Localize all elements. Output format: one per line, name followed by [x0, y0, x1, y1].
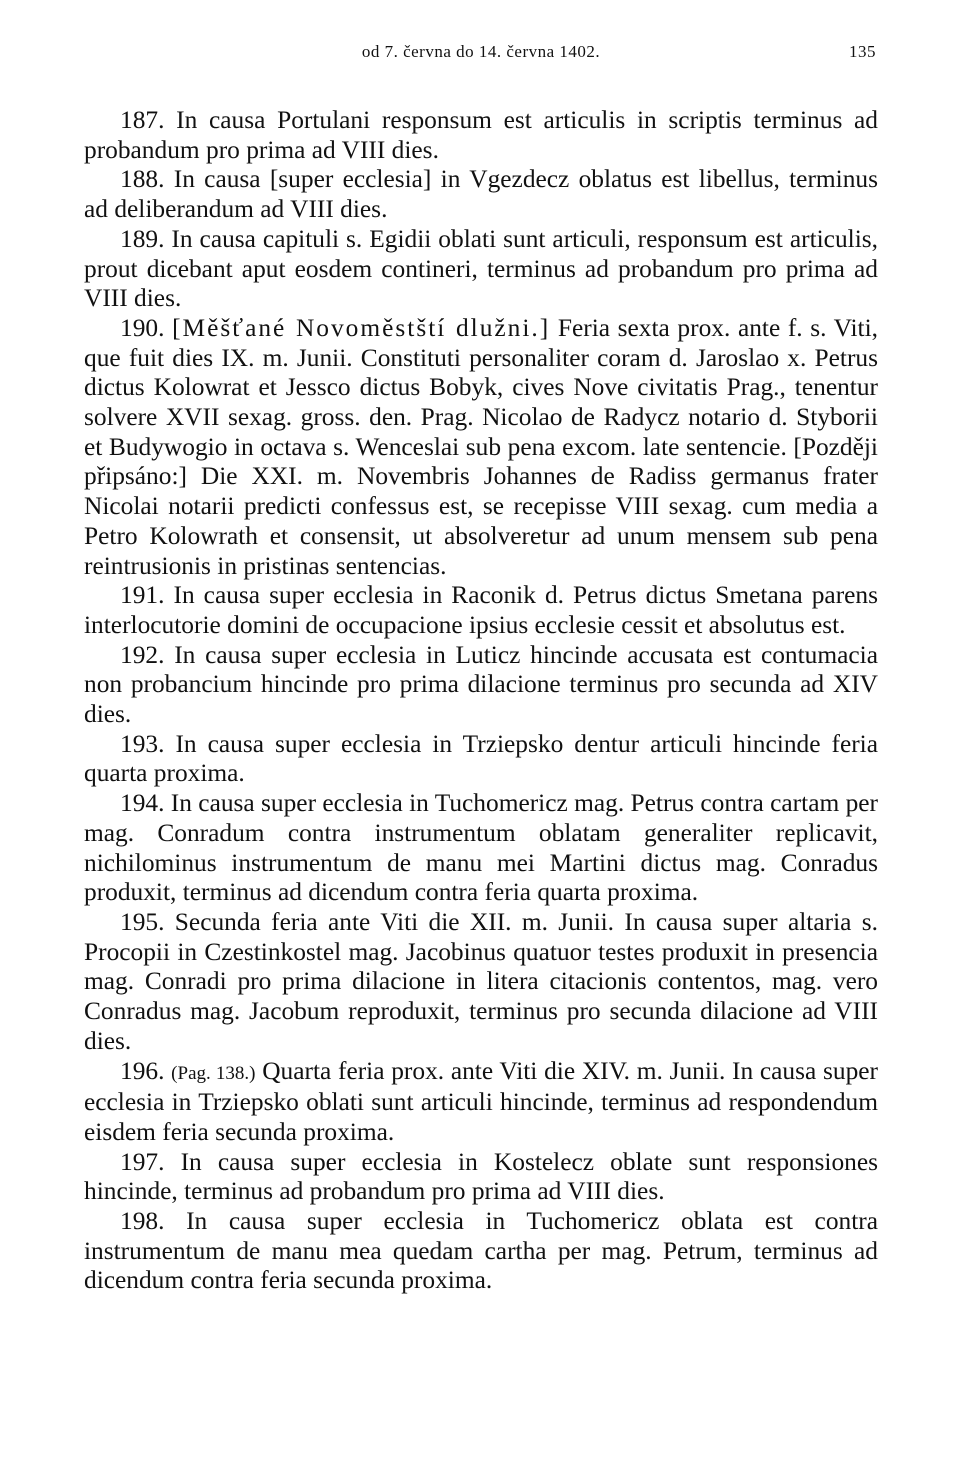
- entry-number: 192.: [120, 640, 165, 669]
- entry-191: [84, 581, 878, 640]
- entry-number: 193.: [120, 729, 165, 758]
- entry-text: Secunda feria ante Viti die XII. m. Junii. In causa super altaria s. Procopii in Czestinkostel mag. Jacobinus quatuor testes produxit in presencia mag. Conradi pro prima dilacione in litera citacionis contentos, mag. vero Conradus mag. Jacobum reproduxit, terminus pro secunda dilacione ad VIII dies.: [84, 907, 878, 1055]
- entry-text: In causa super ecclesia in Luticz hincinde accusata est contumacia non probancium hincinde pro prima dilacione terminus pro secunda ad XIV dies.: [84, 640, 878, 729]
- entry-text: In causa [super ecclesia] in Vgezdecz oblatus est libellus, terminus ad deliberandum ad VIII dies.: [84, 165, 878, 224]
- entry-188: [84, 165, 878, 224]
- running-title: od 7. června do 14. června 1402.: [361, 42, 601, 61]
- entry-text: In causa super ecclesia in Raconik d. Petrus dictus Smetana parens interlocutorie domini de occupacione ipsius ecclesie cessit et absolutus est.: [84, 581, 878, 639]
- entry-number: 195.: [120, 907, 165, 936]
- entry-189: [84, 225, 878, 314]
- entry-number: 194.: [120, 789, 165, 818]
- entry-note: [Měšťané Novoměstští dlužni.]: [172, 313, 551, 342]
- entry-number: 198.: [120, 1207, 165, 1236]
- entry-text: In causa super ecclesia in Kostelecz oblate sunt responsiones hincinde, terminus ad probandum pro prima ad VIII dies.: [84, 1147, 878, 1206]
- entry-number: 190.: [120, 313, 165, 342]
- entry-number: 188.: [120, 165, 165, 194]
- body-text: [84, 106, 878, 1296]
- entry-190: [84, 314, 878, 581]
- running-head: [84, 42, 878, 82]
- entry-text: Quarta feria prox. ante Viti die XIV. m. Junii. In causa super ecclesia in Trziepsko oblati sunt articuli hincinde, terminus ad respondendum eisdem feria secunda proxima.: [84, 1056, 878, 1146]
- entry-text: In causa super ecclesia in Tuchomericz oblata est contra instrumentum de manu mea quedam cartha per mag. Petrum, terminus ad dicendum contra feria secunda proxima.: [84, 1207, 878, 1295]
- entry-text: In causa super ecclesia in Tuchomericz mag. Petrus contra cartam per mag. Conradum contra instrumentum oblatam generaliter replicavit, nichilominus instrumentum de manu mei Martini dictus mag. Conradus produxit, terminus ad dicendum contra feria quarta proxima.: [84, 789, 878, 907]
- entry-194: [84, 789, 878, 908]
- entry-number: 191.: [120, 581, 165, 610]
- entry-187: [84, 106, 878, 165]
- page-number: 135: [849, 42, 876, 61]
- entry-197: [84, 1148, 878, 1207]
- entry-text: In causa capituli s. Egidii oblati sunt articuli, responsum est articulis, prout dicebant aput eosdem contineri, terminus ad probandum pro prima ad VIII dies.: [84, 224, 878, 313]
- document-page: [84, 0, 878, 1296]
- entry-195: [84, 908, 878, 1057]
- entry-text: In causa super ecclesia in Trziepsko dentur articuli hincinde feria quarta proxima.: [84, 729, 878, 788]
- page-reference: (Pag. 138.): [171, 1062, 256, 1084]
- entry-text: In causa Portulani responsum est articulis in scriptis terminus ad probandum pro prima ad VIII dies.: [84, 106, 878, 164]
- entry-198: [84, 1207, 878, 1296]
- entry-192: [84, 641, 878, 730]
- entry-text: Feria sexta prox. ante f. s. Viti, que fuit dies IX. m. Junii. Constituti personaliter coram d. Jaroslao x. Petrus dictus Kolowrat et Jessco dictus Bobyk, cives Nove civitatis Prag., tenentur solvere XVII sexag. gross. den. Prag. Nicolao de Radycz notario d. Styborii et Budywogio in octava s. Wenceslai sub pena excom. late sentencie. [Později připsáno:] Die XXI. m. Novembris Johannes de Radiss germanus frater Nicolai notarii predicti confessus est, se recepisse VIII sexag. cum media a Petro Kolowrath et consensit, ut absolveretur ad unum mensem sub pena reintrusionis in pristinas sentencias.: [84, 313, 878, 580]
- entry-number: 196.: [120, 1056, 165, 1085]
- entry-number: 187.: [120, 106, 165, 134]
- entry-196: [84, 1057, 878, 1148]
- entry-number: 197.: [120, 1147, 165, 1176]
- entry-number: 189.: [120, 224, 165, 253]
- entry-193: [84, 730, 878, 789]
